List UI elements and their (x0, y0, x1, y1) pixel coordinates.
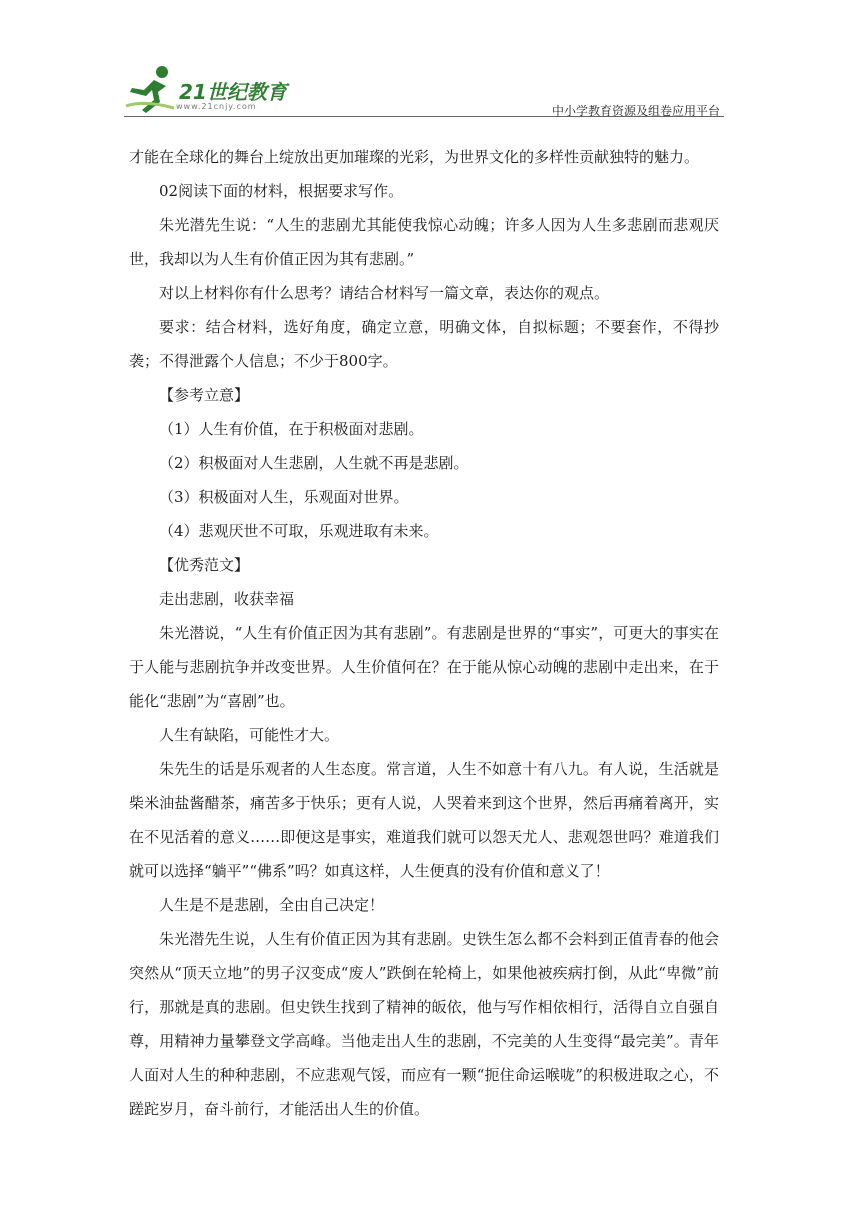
logo (124, 64, 294, 118)
paragraph: 02阅读下面的材料，根据要求写作。 (159, 182, 404, 200)
runner-icon (124, 64, 178, 114)
paragraph: （1）人生有价值，在于积极面对悲剧。 (159, 420, 424, 438)
paragraph: 人生有缺陷，可能性才大。 (159, 726, 340, 744)
paragraph: 走出悲剧，收获幸福 (159, 590, 295, 608)
paragraph: 对以上材料你有什么思考？请结合材料写一篇文章，表达你的观点。 (159, 284, 610, 302)
paragraph: 朱光潜说，“人生有价值正因为其有悲剧”。有悲剧是世界的“事实”，可更大的事实在于人能与悲剧抗争并改变世界。人生价值何在？在于能从惊心动魄的悲剧中走出来，在于能化“悲剧”为“喜剧”也。 (129, 624, 719, 710)
paragraph: （2）积极面对人生悲剧，人生就不再是悲剧。 (159, 454, 469, 472)
document-body (129, 140, 719, 1126)
paragraph: （4）悲观厌世不可取，乐观进取有未来。 (159, 522, 439, 540)
paragraph: 【参考立意】 (159, 386, 250, 404)
paragraph: 才能在全球化的舞台上绽放出更加璀璨的光彩，为世界文化的多样性贡献独特的魅力。 (129, 148, 700, 166)
page-header (124, 64, 724, 120)
paragraph: （3）积极面对人生，乐观面对世界。 (159, 488, 409, 506)
platform-title: 中小学教育资源及组卷应用平台 (551, 104, 720, 118)
paragraph: 朱光潜先生说：“人生的悲剧尤其能使我惊心动魄；许多人因为人生多悲剧而悲观厌世，我却以为人生有价值正因为其有悲剧。” (129, 216, 719, 268)
brand-site-url: www.21cnjy.com (176, 102, 257, 111)
paragraph: 人生是不是悲剧，全由自己决定！ (159, 896, 385, 914)
header-divider (124, 116, 724, 117)
paragraph: 【优秀范文】 (159, 556, 250, 574)
paragraph: 要求：结合材料，选好角度，确定立意，明确文体，自拟标题；不要套作，不得抄袭；不得泄露个人信息；不少于800字。 (129, 318, 719, 370)
paragraph: 朱光潜先生说，人生有价值正因为其有悲剧。史铁生怎么都不会料到正值青春的他会突然从“顶天立地”的男子汉变成“废人”跌倒在轮椅上，如果他被疾病打倒，从此“卑微”前行，那就是真的悲剧。但史铁生找到了精神的皈依，他与写作相依相行，活得自立自强自尊，用精神力量攀登文学高峰。当他走出人生的悲剧，不完美的人生变得“最完美”。青年人面对人生的种种悲剧，不应悲观气馁，而应有一颗“扼住命运喉咙”的积极进取之心，不蹉跎岁月，奋斗前行，才能活出人生的价值。 (129, 930, 719, 1118)
brand-logo-text: 21世纪教育 (179, 80, 287, 104)
paragraph: 朱先生的话是乐观者的人生态度。常言道，人生不如意十有八九。有人说，生活就是柴米油盐酱醋茶，痛苦多于快乐；更有人说，人哭着来到这个世界，然后再痛着离开，实在不见活着的意义……即便这是事实，难道我们就可以怨天尤人、悲观怨世吗？难道我们就可以选择“躺平”“佛系”吗？如真这样，人生便真的没有价值和意义了！ (129, 760, 719, 880)
